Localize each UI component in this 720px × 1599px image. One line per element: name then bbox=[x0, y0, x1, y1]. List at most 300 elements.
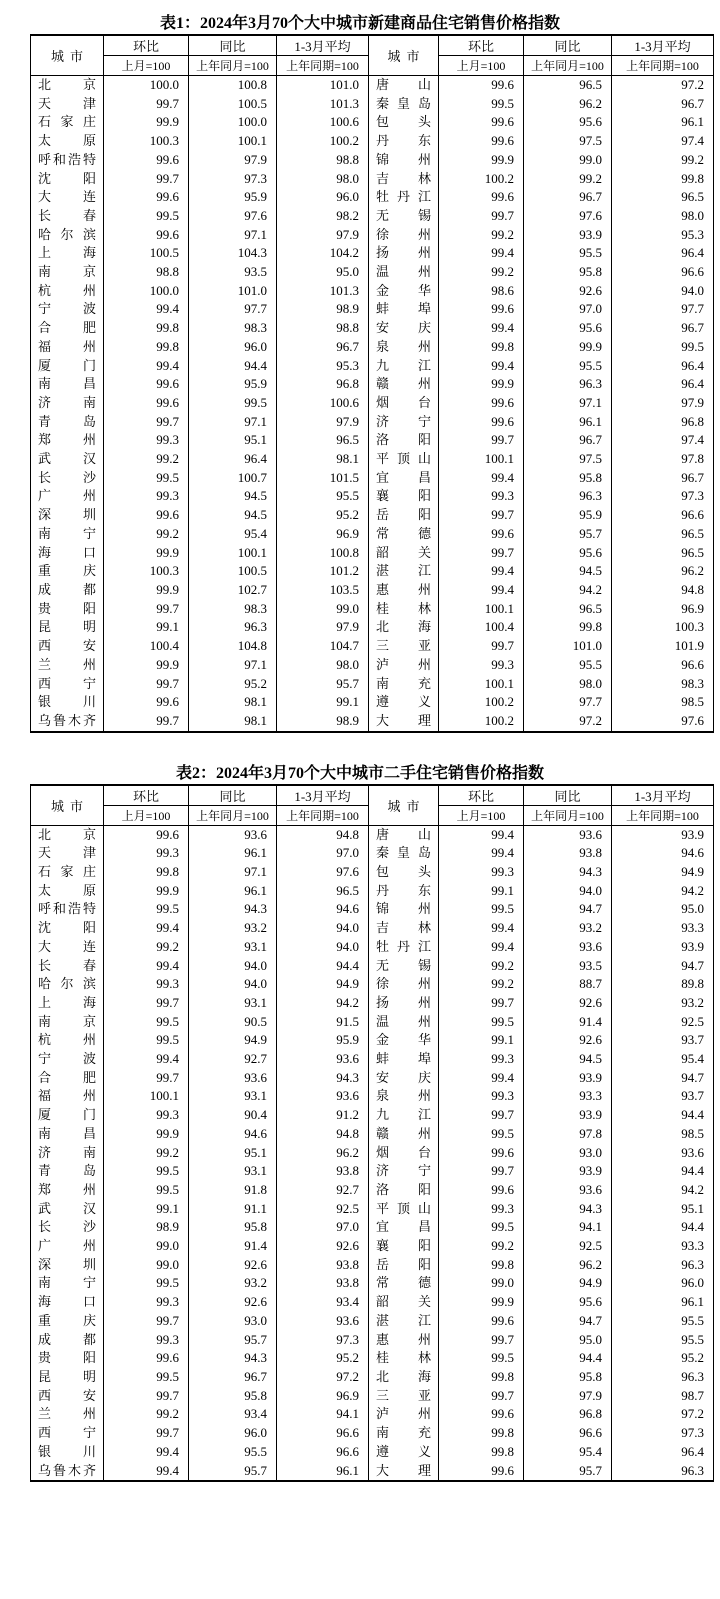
value-cell: 94.5 bbox=[524, 562, 612, 581]
value-cell: 101.0 bbox=[189, 282, 277, 301]
value-cell: 96.1 bbox=[189, 882, 277, 901]
table-row bbox=[31, 975, 714, 994]
city-cell: 韶 关 bbox=[369, 1293, 439, 1312]
value-cell: 99.5 bbox=[104, 207, 189, 226]
value-cell: 99.8 bbox=[104, 319, 189, 338]
value-cell: 90.5 bbox=[189, 1013, 277, 1032]
table-row bbox=[31, 244, 714, 263]
value-cell: 95.3 bbox=[277, 357, 369, 376]
value-cell: 99.3 bbox=[104, 1293, 189, 1312]
table-row bbox=[31, 76, 714, 95]
value-cell: 94.8 bbox=[277, 1125, 369, 1144]
table-row bbox=[31, 132, 714, 151]
city-cell: 秦 皇 岛 bbox=[369, 95, 439, 114]
value-cell: 94.2 bbox=[612, 1181, 714, 1200]
value-cell: 96.5 bbox=[524, 76, 612, 95]
value-cell: 97.0 bbox=[524, 300, 612, 319]
col-header-yoy: 同比 bbox=[189, 785, 277, 806]
value-cell: 99.7 bbox=[104, 413, 189, 432]
table-row bbox=[31, 188, 714, 207]
city-cell: 丹 东 bbox=[369, 882, 439, 901]
value-cell: 99.6 bbox=[439, 188, 524, 207]
col-header-mom: 环比 bbox=[439, 785, 524, 806]
value-cell: 99.2 bbox=[439, 957, 524, 976]
city-cell: 郑 州 bbox=[31, 431, 104, 450]
value-cell: 100.1 bbox=[439, 675, 524, 694]
value-cell: 100.3 bbox=[104, 132, 189, 151]
value-cell: 94.2 bbox=[524, 581, 612, 600]
value-cell: 98.3 bbox=[189, 319, 277, 338]
city-cell: 洛 阳 bbox=[369, 431, 439, 450]
col-header-mom: 环比 bbox=[104, 785, 189, 806]
city-cell: 深 圳 bbox=[31, 1256, 104, 1275]
value-cell: 99.2 bbox=[439, 1237, 524, 1256]
value-cell: 99.2 bbox=[439, 975, 524, 994]
col-subheader-yoy: 上年同月=100 bbox=[189, 56, 277, 76]
city-cell: 成 都 bbox=[31, 581, 104, 600]
value-cell: 100.5 bbox=[189, 562, 277, 581]
value-cell: 96.9 bbox=[277, 1387, 369, 1406]
value-cell: 96.9 bbox=[277, 525, 369, 544]
value-cell: 100.7 bbox=[189, 469, 277, 488]
value-cell: 99.4 bbox=[439, 319, 524, 338]
value-cell: 99.4 bbox=[104, 357, 189, 376]
city-cell: 哈 尔 滨 bbox=[31, 226, 104, 245]
value-cell: 99.0 bbox=[104, 1237, 189, 1256]
value-cell: 97.1 bbox=[189, 413, 277, 432]
table-row bbox=[31, 600, 714, 619]
city-cell: 北 海 bbox=[369, 618, 439, 637]
city-cell: 贵 阳 bbox=[31, 600, 104, 619]
value-cell: 99.5 bbox=[104, 1162, 189, 1181]
value-cell: 99.9 bbox=[104, 581, 189, 600]
city-cell: 合 肥 bbox=[31, 1069, 104, 1088]
value-cell: 99.5 bbox=[612, 338, 714, 357]
value-cell: 97.1 bbox=[189, 656, 277, 675]
value-cell: 97.9 bbox=[612, 394, 714, 413]
value-cell: 99.4 bbox=[439, 1069, 524, 1088]
value-cell: 99.2 bbox=[104, 938, 189, 957]
value-cell: 99.5 bbox=[104, 1013, 189, 1032]
value-cell: 99.8 bbox=[439, 338, 524, 357]
value-cell: 93.0 bbox=[524, 1144, 612, 1163]
value-cell: 99.2 bbox=[104, 1144, 189, 1163]
city-cell: 福 州 bbox=[31, 338, 104, 357]
value-cell: 95.6 bbox=[524, 113, 612, 132]
table-row bbox=[31, 1462, 714, 1482]
value-cell: 95.7 bbox=[524, 1462, 612, 1482]
value-cell: 99.6 bbox=[439, 394, 524, 413]
value-cell: 99.3 bbox=[439, 1087, 524, 1106]
value-cell: 95.6 bbox=[524, 1293, 612, 1312]
value-cell: 93.1 bbox=[189, 994, 277, 1013]
value-cell: 97.3 bbox=[612, 487, 714, 506]
table-row bbox=[31, 825, 714, 844]
city-cell: 宁 波 bbox=[31, 1050, 104, 1069]
new-home-price-index-table bbox=[30, 34, 714, 733]
city-cell: 呼 和 浩 特 bbox=[31, 151, 104, 170]
value-cell: 93.6 bbox=[524, 825, 612, 844]
city-cell: 大 理 bbox=[369, 1462, 439, 1482]
value-cell: 94.1 bbox=[524, 1218, 612, 1237]
city-cell: 包 头 bbox=[369, 863, 439, 882]
value-cell: 97.1 bbox=[524, 394, 612, 413]
value-cell: 95.5 bbox=[277, 487, 369, 506]
value-cell: 100.4 bbox=[104, 637, 189, 656]
table2-title: 表2：2024年3月70个大中城市二手住宅销售价格指数 bbox=[175, 764, 544, 782]
value-cell: 99.7 bbox=[439, 431, 524, 450]
city-cell: 成 都 bbox=[31, 1331, 104, 1350]
value-cell: 100.1 bbox=[439, 600, 524, 619]
table-row bbox=[31, 1031, 714, 1050]
city-cell: 北 京 bbox=[31, 76, 104, 95]
value-cell: 99.7 bbox=[439, 207, 524, 226]
value-cell: 96.1 bbox=[612, 1293, 714, 1312]
value-cell: 95.2 bbox=[612, 1349, 714, 1368]
value-cell: 99.2 bbox=[524, 170, 612, 189]
value-cell: 99.6 bbox=[439, 1144, 524, 1163]
city-cell: 广 州 bbox=[31, 1237, 104, 1256]
table-row bbox=[31, 506, 714, 525]
value-cell: 95.1 bbox=[189, 431, 277, 450]
city-cell: 上 海 bbox=[31, 244, 104, 263]
value-cell: 99.9 bbox=[104, 656, 189, 675]
value-cell: 98.5 bbox=[612, 693, 714, 712]
city-cell: 沈 阳 bbox=[31, 170, 104, 189]
table-row bbox=[31, 656, 714, 675]
value-cell: 100.0 bbox=[104, 282, 189, 301]
value-cell: 99.4 bbox=[439, 469, 524, 488]
value-cell: 90.4 bbox=[189, 1106, 277, 1125]
value-cell: 95.8 bbox=[189, 1387, 277, 1406]
col-subheader-mom: 上月=100 bbox=[104, 56, 189, 76]
value-cell: 94.0 bbox=[612, 282, 714, 301]
value-cell: 99.6 bbox=[439, 413, 524, 432]
value-cell: 95.3 bbox=[612, 226, 714, 245]
value-cell: 99.4 bbox=[439, 581, 524, 600]
value-cell: 93.2 bbox=[612, 994, 714, 1013]
value-cell: 96.0 bbox=[277, 188, 369, 207]
value-cell: 99.9 bbox=[104, 882, 189, 901]
value-cell: 95.5 bbox=[189, 1443, 277, 1462]
col-header-mom: 环比 bbox=[439, 35, 524, 56]
value-cell: 96.1 bbox=[612, 113, 714, 132]
city-cell: 青 岛 bbox=[31, 1162, 104, 1181]
city-cell: 徐 州 bbox=[369, 226, 439, 245]
city-cell: 桂 林 bbox=[369, 600, 439, 619]
value-cell: 104.3 bbox=[189, 244, 277, 263]
city-cell: 福 州 bbox=[31, 1087, 104, 1106]
city-cell: 银 川 bbox=[31, 693, 104, 712]
value-cell: 94.0 bbox=[189, 975, 277, 994]
value-cell: 97.5 bbox=[524, 450, 612, 469]
city-cell: 安 庆 bbox=[369, 319, 439, 338]
city-cell: 海 口 bbox=[31, 544, 104, 563]
city-cell: 银 川 bbox=[31, 1443, 104, 1462]
value-cell: 94.9 bbox=[189, 1031, 277, 1050]
value-cell: 92.5 bbox=[612, 1013, 714, 1032]
value-cell: 95.5 bbox=[612, 1312, 714, 1331]
city-cell: 洛 阳 bbox=[369, 1181, 439, 1200]
table-row bbox=[31, 1387, 714, 1406]
value-cell: 100.1 bbox=[439, 450, 524, 469]
col-subheader-yoy: 上年同月=100 bbox=[189, 805, 277, 825]
city-cell: 呼 和 浩 特 bbox=[31, 900, 104, 919]
value-cell: 99.2 bbox=[439, 226, 524, 245]
city-cell: 常 德 bbox=[369, 1274, 439, 1293]
table-row bbox=[31, 994, 714, 1013]
city-cell: 西 安 bbox=[31, 1387, 104, 1406]
city-cell: 天 津 bbox=[31, 844, 104, 863]
value-cell: 96.5 bbox=[612, 525, 714, 544]
value-cell: 99.1 bbox=[104, 618, 189, 637]
value-cell: 98.0 bbox=[277, 170, 369, 189]
value-cell: 99.7 bbox=[439, 1106, 524, 1125]
value-cell: 93.9 bbox=[612, 825, 714, 844]
table-row bbox=[31, 1349, 714, 1368]
value-cell: 95.5 bbox=[612, 1331, 714, 1350]
value-cell: 99.7 bbox=[104, 1424, 189, 1443]
table-row bbox=[31, 394, 714, 413]
value-cell: 99.2 bbox=[439, 263, 524, 282]
value-cell: 95.1 bbox=[189, 1144, 277, 1163]
value-cell: 93.7 bbox=[612, 1087, 714, 1106]
value-cell: 97.8 bbox=[612, 450, 714, 469]
value-cell: 96.2 bbox=[277, 1144, 369, 1163]
value-cell: 99.6 bbox=[104, 1349, 189, 1368]
value-cell: 94.0 bbox=[524, 882, 612, 901]
city-cell: 唐 山 bbox=[369, 825, 439, 844]
city-cell: 南 昌 bbox=[31, 375, 104, 394]
value-cell: 101.0 bbox=[277, 76, 369, 95]
value-cell: 96.6 bbox=[612, 506, 714, 525]
value-cell: 99.4 bbox=[439, 244, 524, 263]
value-cell: 101.5 bbox=[277, 469, 369, 488]
value-cell: 100.2 bbox=[277, 132, 369, 151]
city-cell: 烟 台 bbox=[369, 394, 439, 413]
city-cell: 安 庆 bbox=[369, 1069, 439, 1088]
value-cell: 96.0 bbox=[189, 338, 277, 357]
table1-body bbox=[31, 76, 714, 732]
value-cell: 99.6 bbox=[104, 375, 189, 394]
city-cell: 吉 林 bbox=[369, 170, 439, 189]
col-subheader-avg: 上年同期=100 bbox=[277, 805, 369, 825]
value-cell: 99.0 bbox=[104, 1256, 189, 1275]
value-cell: 100.1 bbox=[104, 1087, 189, 1106]
col-header-yoy: 同比 bbox=[189, 35, 277, 56]
city-cell: 金 华 bbox=[369, 282, 439, 301]
value-cell: 96.1 bbox=[189, 844, 277, 863]
value-cell: 94.3 bbox=[189, 900, 277, 919]
table-row bbox=[31, 1069, 714, 1088]
value-cell: 96.2 bbox=[612, 562, 714, 581]
table-row bbox=[31, 882, 714, 901]
value-cell: 99.5 bbox=[439, 1349, 524, 1368]
city-cell: 太 原 bbox=[31, 132, 104, 151]
table1-title: 表1：2024年3月70个大中城市新建商品住宅销售价格指数 bbox=[159, 15, 560, 32]
col-header-city: 城市 bbox=[31, 785, 104, 826]
value-cell: 95.4 bbox=[612, 1050, 714, 1069]
city-cell: 扬 州 bbox=[369, 244, 439, 263]
col-header-avg: 1-3月平均 bbox=[277, 785, 369, 806]
value-cell: 101.0 bbox=[524, 637, 612, 656]
value-cell: 97.3 bbox=[189, 170, 277, 189]
value-cell: 94.0 bbox=[277, 919, 369, 938]
value-cell: 99.8 bbox=[439, 1443, 524, 1462]
value-cell: 95.1 bbox=[612, 1200, 714, 1219]
table-row bbox=[31, 1331, 714, 1350]
value-cell: 99.4 bbox=[104, 957, 189, 976]
city-cell: 北 海 bbox=[369, 1368, 439, 1387]
city-cell: 南 京 bbox=[31, 1013, 104, 1032]
value-cell: 98.0 bbox=[524, 675, 612, 694]
table-row bbox=[31, 919, 714, 938]
col-subheader-avg: 上年同期=100 bbox=[277, 56, 369, 76]
value-cell: 93.6 bbox=[612, 1144, 714, 1163]
value-cell: 92.6 bbox=[189, 1293, 277, 1312]
value-cell: 93.6 bbox=[277, 1050, 369, 1069]
value-cell: 94.9 bbox=[277, 975, 369, 994]
value-cell: 100.1 bbox=[189, 132, 277, 151]
table-row bbox=[31, 562, 714, 581]
value-cell: 91.8 bbox=[189, 1181, 277, 1200]
value-cell: 99.7 bbox=[104, 600, 189, 619]
value-cell: 97.9 bbox=[524, 1387, 612, 1406]
table-row bbox=[31, 1274, 714, 1293]
table-row bbox=[31, 1087, 714, 1106]
city-cell: 武 汉 bbox=[31, 450, 104, 469]
value-cell: 99.7 bbox=[104, 1069, 189, 1088]
table-row bbox=[31, 900, 714, 919]
value-cell: 99.5 bbox=[439, 1218, 524, 1237]
value-cell: 97.6 bbox=[189, 207, 277, 226]
value-cell: 93.3 bbox=[612, 1237, 714, 1256]
value-cell: 99.6 bbox=[104, 151, 189, 170]
city-cell: 青 岛 bbox=[31, 413, 104, 432]
city-cell: 三 亚 bbox=[369, 637, 439, 656]
value-cell: 97.4 bbox=[612, 132, 714, 151]
value-cell: 99.6 bbox=[439, 1312, 524, 1331]
value-cell: 99.4 bbox=[439, 562, 524, 581]
value-cell: 100.0 bbox=[104, 76, 189, 95]
table-row bbox=[31, 1405, 714, 1424]
value-cell: 95.5 bbox=[524, 357, 612, 376]
city-cell: 乌 鲁 木 齐 bbox=[31, 712, 104, 732]
value-cell: 99.3 bbox=[104, 1106, 189, 1125]
table-row bbox=[31, 675, 714, 694]
value-cell: 99.4 bbox=[439, 357, 524, 376]
table2-body bbox=[31, 825, 714, 1481]
value-cell: 97.1 bbox=[189, 863, 277, 882]
table-row bbox=[31, 1144, 714, 1163]
value-cell: 99.7 bbox=[104, 712, 189, 732]
value-cell: 98.3 bbox=[612, 675, 714, 694]
value-cell: 99.7 bbox=[104, 1387, 189, 1406]
value-cell: 95.9 bbox=[277, 1031, 369, 1050]
col-header-city: 城市 bbox=[369, 785, 439, 826]
city-cell: 常 德 bbox=[369, 525, 439, 544]
value-cell: 95.8 bbox=[189, 1218, 277, 1237]
value-cell: 99.9 bbox=[104, 113, 189, 132]
value-cell: 94.7 bbox=[612, 1069, 714, 1088]
city-cell: 乌 鲁 木 齐 bbox=[31, 1462, 104, 1482]
city-cell: 重 庆 bbox=[31, 562, 104, 581]
table-row bbox=[31, 170, 714, 189]
value-cell: 99.3 bbox=[104, 487, 189, 506]
city-cell: 海 口 bbox=[31, 1293, 104, 1312]
value-cell: 99.7 bbox=[439, 1162, 524, 1181]
value-cell: 95.5 bbox=[524, 656, 612, 675]
value-cell: 99.1 bbox=[439, 1031, 524, 1050]
value-cell: 95.9 bbox=[189, 188, 277, 207]
value-cell: 93.2 bbox=[189, 1274, 277, 1293]
city-cell: 南 宁 bbox=[31, 525, 104, 544]
value-cell: 104.2 bbox=[277, 244, 369, 263]
value-cell: 95.9 bbox=[524, 506, 612, 525]
value-cell: 99.2 bbox=[104, 525, 189, 544]
col-header-avg: 1-3月平均 bbox=[612, 35, 714, 56]
value-cell: 96.3 bbox=[524, 487, 612, 506]
col-subheader-mom: 上月=100 bbox=[104, 805, 189, 825]
table-row bbox=[31, 1293, 714, 1312]
value-cell: 100.6 bbox=[277, 113, 369, 132]
value-cell: 96.5 bbox=[612, 188, 714, 207]
city-cell: 无 锡 bbox=[369, 957, 439, 976]
city-cell: 济 宁 bbox=[369, 413, 439, 432]
value-cell: 93.8 bbox=[277, 1256, 369, 1275]
value-cell: 99.5 bbox=[104, 469, 189, 488]
value-cell: 96.3 bbox=[612, 1368, 714, 1387]
value-cell: 99.9 bbox=[439, 375, 524, 394]
city-cell: 厦 门 bbox=[31, 1106, 104, 1125]
value-cell: 95.4 bbox=[524, 1443, 612, 1462]
value-cell: 94.9 bbox=[524, 1274, 612, 1293]
value-cell: 94.3 bbox=[524, 1200, 612, 1219]
value-cell: 97.3 bbox=[612, 1424, 714, 1443]
value-cell: 99.8 bbox=[439, 1368, 524, 1387]
city-cell: 锦 州 bbox=[369, 151, 439, 170]
value-cell: 91.4 bbox=[524, 1013, 612, 1032]
col-header-yoy: 同比 bbox=[524, 785, 612, 806]
city-cell: 襄 阳 bbox=[369, 487, 439, 506]
city-cell: 济 南 bbox=[31, 1144, 104, 1163]
city-cell: 九 江 bbox=[369, 1106, 439, 1125]
city-cell: 贵 阳 bbox=[31, 1349, 104, 1368]
value-cell: 95.8 bbox=[524, 1368, 612, 1387]
value-cell: 99.8 bbox=[439, 1424, 524, 1443]
value-cell: 98.9 bbox=[104, 1218, 189, 1237]
value-cell: 94.4 bbox=[612, 1218, 714, 1237]
table-row bbox=[31, 95, 714, 114]
value-cell: 96.8 bbox=[524, 1405, 612, 1424]
value-cell: 91.1 bbox=[189, 1200, 277, 1219]
value-cell: 97.6 bbox=[277, 863, 369, 882]
value-cell: 99.5 bbox=[104, 900, 189, 919]
value-cell: 100.1 bbox=[189, 544, 277, 563]
value-cell: 99.9 bbox=[104, 1125, 189, 1144]
value-cell: 91.5 bbox=[277, 1013, 369, 1032]
value-cell: 99.7 bbox=[439, 994, 524, 1013]
value-cell: 93.0 bbox=[189, 1312, 277, 1331]
value-cell: 94.4 bbox=[612, 1106, 714, 1125]
value-cell: 96.3 bbox=[524, 375, 612, 394]
value-cell: 100.2 bbox=[439, 712, 524, 732]
table-row bbox=[31, 712, 714, 732]
value-cell: 95.0 bbox=[524, 1331, 612, 1350]
value-cell: 92.5 bbox=[524, 1237, 612, 1256]
value-cell: 100.3 bbox=[104, 562, 189, 581]
table-row bbox=[31, 113, 714, 132]
